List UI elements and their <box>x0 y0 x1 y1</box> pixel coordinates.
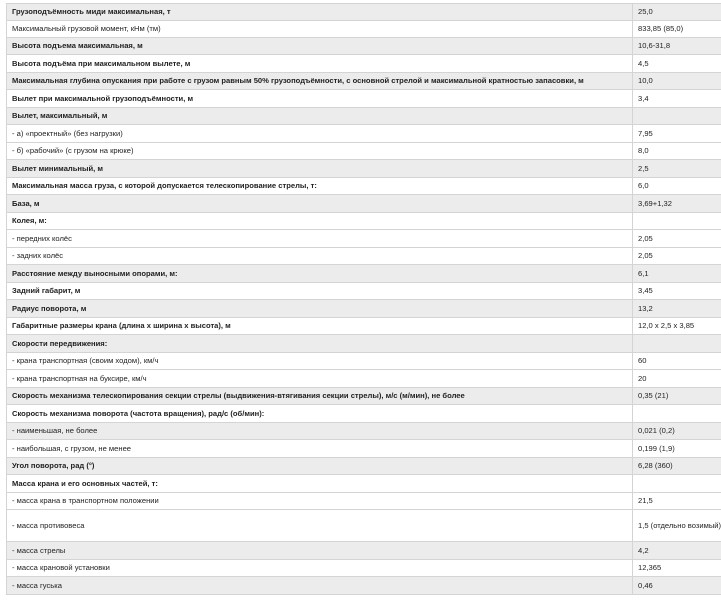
table-row <box>7 213 721 230</box>
spec-value: 25,0 <box>633 4 721 21</box>
table-row <box>7 475 721 493</box>
spec-label: Вылет, максимальный, м <box>7 108 633 125</box>
spec-label: Радиус поворота, м <box>7 300 633 318</box>
spec-value: 20 <box>633 370 721 388</box>
spec-label: - масса крановой установки <box>7 560 633 577</box>
spec-value: 1,5 (отдельно возимый) <box>633 510 721 542</box>
spec-label: - масса крана в транспортном положении <box>7 493 633 510</box>
specs-table-body <box>7 4 721 595</box>
spec-value <box>633 335 721 353</box>
table-row <box>7 542 721 560</box>
spec-label: Максимальная масса груза, с которой допускается телескопирование стрелы, т: <box>7 178 633 195</box>
spec-value: 12,0 х 2,5 х 3,85 <box>633 318 721 335</box>
spec-label: Вылет минимальный, м <box>7 160 633 178</box>
table-row <box>7 283 721 300</box>
table-row <box>7 143 721 160</box>
spec-value: 12,365 <box>633 560 721 577</box>
table-row <box>7 300 721 318</box>
table-row <box>7 38 721 55</box>
spec-label: Скорости передвижения: <box>7 335 633 353</box>
spec-label: Задний габарит, м <box>7 283 633 300</box>
spec-label: База, м <box>7 195 633 213</box>
spec-value: 0,35 (21) <box>633 388 721 405</box>
spec-label: Грузоподъёмность миди максимальная, т <box>7 4 633 21</box>
table-row <box>7 577 721 595</box>
spec-label: Скорость механизма поворота (частота вращения), рад/с (об/мин): <box>7 405 633 423</box>
spec-value: 7,95 <box>633 125 721 143</box>
spec-value: 10,6-31,8 <box>633 38 721 55</box>
table-row <box>7 230 721 248</box>
spec-value: 4,5 <box>633 55 721 73</box>
spec-label: - масса гуська <box>7 577 633 595</box>
spec-value <box>633 108 721 125</box>
spec-value: 6,1 <box>633 265 721 283</box>
table-row <box>7 388 721 405</box>
table-row <box>7 353 721 370</box>
table-row <box>7 178 721 195</box>
table-row <box>7 125 721 143</box>
table-row <box>7 73 721 90</box>
spec-label: Масса крана и его основных частей, т: <box>7 475 633 493</box>
table-row <box>7 423 721 440</box>
table-row <box>7 4 721 21</box>
spec-value: 0,021 (0,2) <box>633 423 721 440</box>
crane-specs-table <box>6 3 721 595</box>
table-row <box>7 90 721 108</box>
spec-label: Габаритные размеры крана (длина х ширина х высота), м <box>7 318 633 335</box>
spec-label: - наибольшая, с грузом, не менее <box>7 440 633 458</box>
spec-value: 3,69+1,32 <box>633 195 721 213</box>
table-row <box>7 160 721 178</box>
spec-value <box>633 213 721 230</box>
spec-label: Максимальная глубина опускания при работе с грузом равным 50% грузоподъёмности, с основной стрелой и максимальной кратностью запасовки, м <box>7 73 633 90</box>
spec-label: - масса стрелы <box>7 542 633 560</box>
spec-value: 3,45 <box>633 283 721 300</box>
spec-value: 833,85 (85,0) <box>633 21 721 38</box>
spec-value: 0,199 (1,9) <box>633 440 721 458</box>
spec-value: 6,0 <box>633 178 721 195</box>
spec-value: 60 <box>633 353 721 370</box>
spec-value: 8,0 <box>633 143 721 160</box>
table-row <box>7 405 721 423</box>
spec-value: 2,05 <box>633 248 721 265</box>
spec-label: - а) «проектный» (без нагрузки) <box>7 125 633 143</box>
table-row <box>7 248 721 265</box>
spec-value: 2,5 <box>633 160 721 178</box>
spec-value: 21,5 <box>633 493 721 510</box>
spec-value <box>633 405 721 423</box>
table-row <box>7 265 721 283</box>
table-row <box>7 370 721 388</box>
spec-value: 6,28 (360) <box>633 458 721 475</box>
spec-label: - наименьшая, не более <box>7 423 633 440</box>
spec-value: 13,2 <box>633 300 721 318</box>
spec-value: 4,2 <box>633 542 721 560</box>
spec-value: 10,0 <box>633 73 721 90</box>
spec-label: - б) «рабочий» (с грузом на крюке) <box>7 143 633 160</box>
spec-label: Расстояние между выносными опорами, м: <box>7 265 633 283</box>
spec-value <box>633 475 721 493</box>
spec-label: Вылет при максимальной грузоподъёмности, м <box>7 90 633 108</box>
spec-label: Колея, м: <box>7 213 633 230</box>
table-row <box>7 560 721 577</box>
spec-value: 0,46 <box>633 577 721 595</box>
spec-label: - передних колёс <box>7 230 633 248</box>
spec-label: Высота подъема максимальная, м <box>7 38 633 55</box>
spec-label: Высота подъёма при максимальном вылете, м <box>7 55 633 73</box>
spec-label: Скорость механизма телескопирования секции стрелы (выдвижения-втягивания секции стрелы), м/с (м/мин), не более <box>7 388 633 405</box>
table-row <box>7 440 721 458</box>
table-row <box>7 493 721 510</box>
spec-value: 2,05 <box>633 230 721 248</box>
table-row <box>7 510 721 542</box>
table-row <box>7 195 721 213</box>
spec-label: - крана транспортная на буксире, км/ч <box>7 370 633 388</box>
table-row <box>7 21 721 38</box>
spec-label: Максимальный грузовой момент, кНм (тм) <box>7 21 633 38</box>
table-row <box>7 335 721 353</box>
spec-value: 3,4 <box>633 90 721 108</box>
table-row <box>7 55 721 73</box>
table-row <box>7 108 721 125</box>
table-row <box>7 458 721 475</box>
spec-label: - масса противовеса <box>7 510 633 542</box>
table-row <box>7 318 721 335</box>
spec-label: - крана транспортная (своим ходом), км/ч <box>7 353 633 370</box>
spec-label: Угол поворота, рад (°) <box>7 458 633 475</box>
spec-label: - задних колёс <box>7 248 633 265</box>
